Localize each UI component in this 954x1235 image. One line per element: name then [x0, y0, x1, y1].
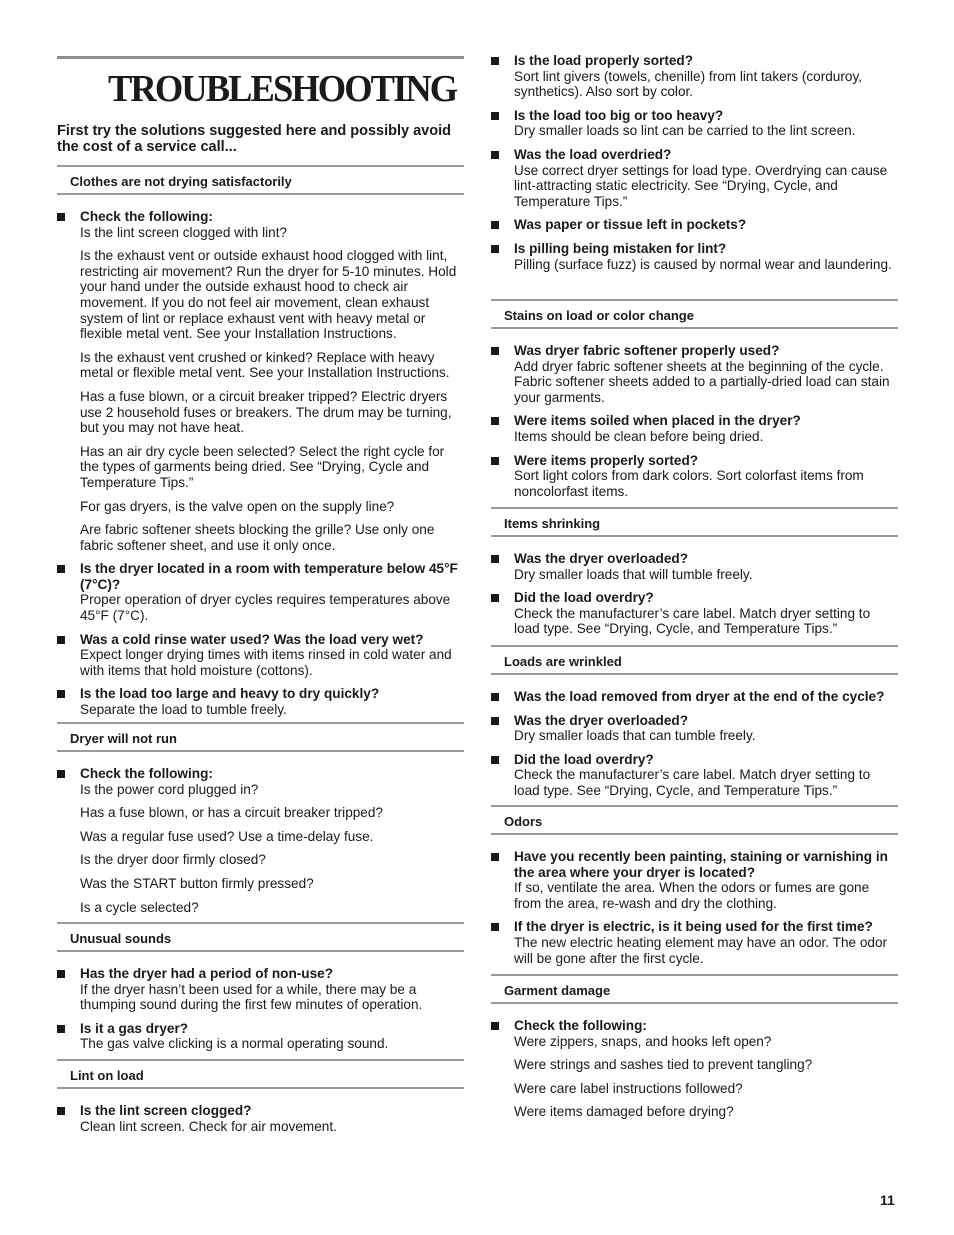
section-heading: Garment damage	[504, 983, 611, 998]
square-bullet-icon	[57, 1025, 65, 1033]
faq-item	[491, 413, 898, 444]
square-bullet-icon	[57, 636, 65, 644]
section-heading: Unusual sounds	[70, 931, 172, 946]
square-bullet-icon	[57, 770, 65, 778]
troubleshooting-section	[57, 1059, 464, 1142]
section-header	[491, 974, 898, 1004]
faq-item	[491, 453, 898, 500]
square-bullet-icon	[491, 923, 499, 931]
question: If the dryer is electric, is it being used for the first time?	[514, 919, 873, 935]
section-header	[491, 805, 898, 835]
question: Was the load overdried?	[514, 146, 672, 162]
section-heading: Clothes are not drying satisfactorily	[70, 174, 292, 189]
question: Check the following:	[80, 209, 213, 224]
answer: Check the manufacturer’s care label. Match dryer setting to load type. See “Drying, Cycle, and Temperature Tips.”	[514, 767, 871, 798]
answer-paragraph: Is a cycle selected?	[80, 899, 199, 915]
section-heading: Stains on load or color change	[504, 308, 694, 323]
page-number: 11	[880, 1192, 895, 1208]
square-bullet-icon	[57, 565, 65, 573]
question: Is it a gas dryer?	[80, 1020, 189, 1036]
answer: Expect longer drying times with items rinsed in cold water and with items that hold moisture (cottons).	[80, 647, 452, 678]
question: Was the load removed from dryer at the end of the cycle?	[514, 689, 885, 704]
page-title: TROUBLESHOOTING	[108, 68, 457, 110]
intro-text: First try the solutions suggested here and possibly avoid the cost of a service call...	[57, 123, 451, 155]
answer: Proper operation of dryer cycles requires temperatures above 45°F (7°C).	[80, 592, 451, 624]
answer-paragraph: Were items damaged before drying?	[514, 1104, 734, 1120]
section-header	[57, 922, 464, 952]
square-bullet-icon	[491, 57, 499, 65]
answer: The new electric heating element may have an odor. The odor will be gone after the first cycle.	[514, 934, 888, 966]
troubleshooting-section	[57, 722, 464, 923]
square-bullet-icon	[491, 151, 499, 159]
answer-paragraph: Is the dryer door firmly closed?	[80, 852, 266, 868]
faq-item	[491, 752, 898, 799]
answer-paragraph: Was a regular fuse used? Use a time-delay fuse.	[80, 828, 374, 844]
faq-item	[491, 689, 898, 705]
answer-paragraph: Were care label instructions followed?	[514, 1080, 743, 1096]
answer: Sort light colors from dark colors. Sort colorfast items from noncolorfast items.	[514, 468, 864, 499]
faq-item	[491, 919, 898, 966]
section-heading: Odors	[504, 814, 543, 829]
troubleshooting-section	[491, 299, 898, 507]
faq-item	[491, 53, 898, 100]
question: Check the following:	[80, 766, 213, 781]
square-bullet-icon	[57, 1107, 65, 1115]
troubleshooting-section	[57, 922, 464, 1060]
faq-item	[491, 551, 898, 582]
faq-item	[57, 209, 464, 553]
title-rule	[57, 56, 464, 59]
square-bullet-icon	[491, 853, 499, 861]
faq-item	[57, 632, 464, 679]
section-items	[491, 849, 898, 966]
answer-paragraph: Has a fuse blown, or a circuit breaker tripped? Electric dryers use 2 household fuses or breakers. The drum may be turning, but you may not have heat.	[80, 388, 452, 436]
square-bullet-icon	[57, 970, 65, 978]
troubleshooting-section	[57, 165, 464, 726]
section-heading: Loads are wrinkled	[504, 654, 622, 669]
question: Was the dryer overloaded?	[514, 551, 688, 566]
square-bullet-icon	[491, 245, 499, 253]
answer: Were zippers, snaps, and hooks left open?	[514, 1033, 772, 1049]
section-items	[57, 766, 464, 915]
square-bullet-icon	[491, 457, 499, 465]
question: Has the dryer had a period of non-use?	[80, 966, 334, 981]
faq-item	[491, 713, 898, 744]
section-heading: Items shrinking	[504, 516, 601, 531]
faq-item	[491, 241, 898, 272]
faq-item	[491, 849, 898, 911]
section-items	[491, 1018, 898, 1120]
square-bullet-icon	[491, 693, 499, 701]
section-items	[57, 966, 464, 1052]
answer: Pilling (surface fuzz) is caused by normal wear and laundering.	[514, 256, 892, 272]
question: Is pilling being mistaken for lint?	[514, 240, 727, 256]
square-bullet-icon	[491, 1022, 499, 1030]
answer: If the dryer hasn’t been used for a while, there may be a thumping sound during the first few minutes of operation.	[80, 981, 423, 1013]
answer: If so, ventilate the area. When the odors or fumes are gone from the area, re-wash and dry the clothing.	[514, 880, 870, 911]
question: Have you recently been painting, staining or varnishing in the area where your dryer is located?	[514, 849, 888, 880]
question: Were items properly sorted?	[514, 452, 699, 468]
faq-item	[491, 108, 898, 139]
section-header	[57, 165, 464, 195]
question: Did the load overdry?	[514, 590, 654, 606]
faq-item	[491, 217, 898, 233]
faq-item	[491, 343, 898, 405]
question: Was a cold rinse water used? Was the load very wet?	[80, 631, 424, 647]
section-items	[57, 1103, 464, 1134]
section-header	[491, 299, 898, 329]
answer-paragraph: Was the START button firmly pressed?	[80, 875, 314, 891]
answer: Check the manufacturer’s care label. Match dryer setting to load type. See “Drying, Cycle, and Temperature Tips.”	[514, 605, 871, 637]
question: Is the lint screen clogged?	[80, 1103, 252, 1118]
troubleshooting-section	[491, 507, 898, 645]
question: Is the load too large and heavy to dry quickly?	[80, 686, 380, 702]
square-bullet-icon	[57, 213, 65, 221]
answer: Is the power cord plugged in?	[80, 781, 259, 797]
square-bullet-icon	[491, 717, 499, 725]
section-heading: Lint on load	[70, 1068, 144, 1083]
question: Is the dryer located in a room with temperature below 45°F (7°C)?	[80, 561, 458, 592]
section-items	[491, 343, 898, 499]
answer: Add dryer fabric softener sheets at the beginning of the cycle. Fabric softener sheets added to a partially-dried load can stain your garments.	[514, 358, 890, 405]
square-bullet-icon	[57, 690, 65, 698]
faq-item	[57, 766, 464, 915]
question: Did the load overdry?	[514, 751, 654, 767]
answer-paragraph: Has a fuse blown, or has a circuit breaker tripped?	[80, 805, 383, 821]
answer: The gas valve clicking is a normal operating sound.	[80, 1036, 389, 1052]
question: Was paper or tissue left in pockets?	[514, 217, 747, 233]
answer: Items should be clean before being dried.	[514, 428, 764, 444]
square-bullet-icon	[491, 347, 499, 355]
answer: Separate the load to tumble freely.	[80, 702, 287, 718]
faq-item	[57, 561, 464, 623]
answer: Clean lint screen. Check for air movement.	[80, 1118, 337, 1134]
answer: Use correct dryer settings for load type. Overdrying can cause lint-attracting static electricity. See “Drying, Cycle, and Temperature Tips.”	[514, 162, 888, 209]
faq-item	[491, 147, 898, 209]
troubleshooting-section	[491, 805, 898, 974]
answer: Dry smaller loads so lint can be carried to the lint screen.	[514, 123, 856, 139]
lint-items	[491, 53, 898, 280]
answer-paragraph: Were strings and sashes tied to prevent tangling?	[514, 1057, 813, 1073]
section-header	[491, 645, 898, 675]
section-header	[57, 1059, 464, 1089]
square-bullet-icon	[491, 756, 499, 764]
answer-paragraph: Is the exhaust vent or outside exhaust hood clogged with lint, restricting air movement? Run the dryer for 5-10 minutes. Hold your hand under the outside exhaust hood to check air movement. If you do not feel air movement, clean exhaust system of lint or replace exhaust vent with heavy metal or flexible metal vent. See your Installation Instructions.	[80, 248, 457, 342]
answer-paragraph: Are fabric softener sheets blocking the grille? Use only one fabric softener sheet, and use it only once.	[80, 522, 435, 553]
question: Is the load too big or too heavy?	[514, 107, 724, 123]
faq-item	[57, 966, 464, 1013]
question: Was dryer fabric softener properly used?	[514, 343, 780, 358]
question: Were items soiled when placed in the dryer?	[514, 413, 801, 429]
question: Is the load properly sorted?	[514, 53, 694, 68]
square-bullet-icon	[491, 221, 499, 229]
answer-paragraph: For gas dryers, is the valve open on the supply line?	[80, 498, 395, 514]
section-heading: Dryer will not run	[70, 731, 177, 746]
answer: Sort lint givers (towels, chenille) from lint takers (corduroy, synthetics). Also sort by color.	[514, 68, 863, 100]
faq-item	[491, 1018, 898, 1120]
faq-item	[57, 1021, 464, 1052]
answer: Dry smaller loads that can tumble freely.	[514, 728, 756, 744]
section-items	[491, 689, 898, 799]
section-header	[57, 722, 464, 752]
answer: Is the lint screen clogged with lint?	[80, 224, 288, 240]
square-bullet-icon	[491, 417, 499, 425]
square-bullet-icon	[491, 555, 499, 563]
faq-item	[57, 1103, 464, 1134]
question: Was the dryer overloaded?	[514, 712, 688, 728]
answer-paragraph: Is the exhaust vent crushed or kinked? Replace with heavy metal or flexible metal vent. See your Installation Instructions.	[80, 349, 450, 381]
troubleshooting-section	[491, 645, 898, 807]
troubleshooting-section	[491, 974, 898, 1128]
question: Check the following:	[514, 1018, 647, 1033]
answer-paragraph: Has an air dry cycle been selected? Select the right cycle for the types of garments being dried. See “Drying, Cycle and Temperature Tips.”	[80, 443, 445, 490]
section-header	[491, 507, 898, 537]
faq-item	[57, 686, 464, 717]
section-items	[57, 209, 464, 718]
faq-item	[491, 590, 898, 637]
section-items	[491, 551, 898, 637]
square-bullet-icon	[491, 112, 499, 120]
square-bullet-icon	[491, 594, 499, 602]
answer: Dry smaller loads that will tumble freely.	[514, 566, 753, 582]
